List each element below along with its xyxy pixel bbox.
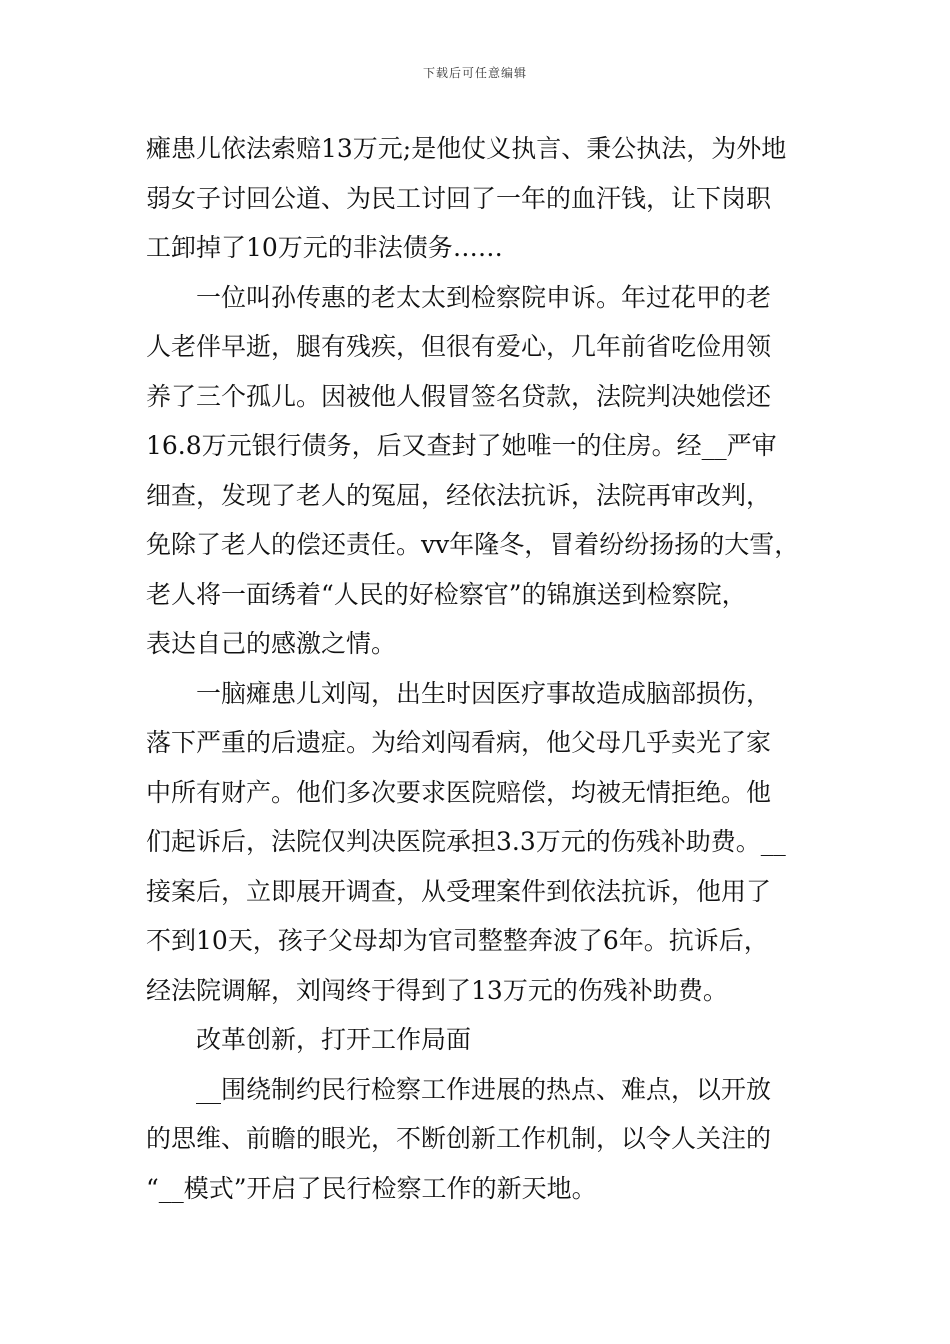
text-line: 免除了老人的偿还责任。vv年隆冬，冒着纷纷扬扬的大雪， <box>146 530 800 559</box>
text-line: 老人将一面绣着“人民的好检察官”的锦旗送到检察院， <box>146 579 747 609</box>
section-heading: 改革创新，打开工作局面 <box>196 1025 472 1054</box>
text-line: 细查，发现了老人的冤屈，经依法抗诉，法院再审改判， <box>146 480 772 510</box>
paragraph-start: 一脑瘫患儿刘闯，出生时因医疗事故造成脑部损伤， <box>196 678 772 708</box>
text-line: 中所有财产。他们多次要求医院赔偿，均被无情拒绝。他 <box>146 777 772 807</box>
text-line: 们起诉后，法院仅判决医院承担3.3万元的伤残补助费。__ <box>146 827 786 856</box>
text-line: 人老伴早逝，腿有残疾，但很有爱心，几年前省吃俭用领 <box>146 332 772 361</box>
text-line: 表达自己的感激之情。 <box>146 629 397 658</box>
text-line: 弱女子讨回公道、为民工讨回了一年的血汗钱，让下岗职 <box>146 183 772 213</box>
text-line: 的思维、前瞻的眼光，不断创新工作机制，以令人关注的 <box>146 1124 772 1153</box>
paragraph-start: __围绕制约民行检察工作进展的热点、难点，以开放 <box>196 1074 772 1104</box>
page-header: 下载后可任意编辑 <box>422 66 527 80</box>
text-line: 瘫患儿依法索赔13万元;是他仗义执言、秉公执法，为外地 <box>146 134 787 163</box>
text-line: 落下严重的后遗症。为给刘闯看病，他父母几乎卖光了家 <box>146 728 772 757</box>
text-line: 养了三个孤儿。因被他人假冒签名贷款，法院判决她偿还 <box>146 381 772 411</box>
document-body <box>146 124 826 1213</box>
text-line: 16.8万元银行债务，后又查封了她唯一的住房。经__严审 <box>146 431 777 460</box>
text-line: 接案后，立即展开调查，从受理案件到依法抗诉，他用了 <box>146 876 772 906</box>
text-line: 工卸掉了10万元的非法债务…… <box>146 233 503 262</box>
paragraph-start: 一位叫孙传惠的老太太到检察院申诉。年过花甲的老 <box>196 282 772 312</box>
text-line: 不到10天，孩子父母却为官司整整奔波了6年。抗诉后， <box>146 926 769 955</box>
text-line: 经法院调解，刘闯终于得到了13万元的伤残补助费。 <box>146 975 728 1005</box>
text-line: “__模式”开启了民行检察工作的新天地。 <box>146 1173 597 1203</box>
